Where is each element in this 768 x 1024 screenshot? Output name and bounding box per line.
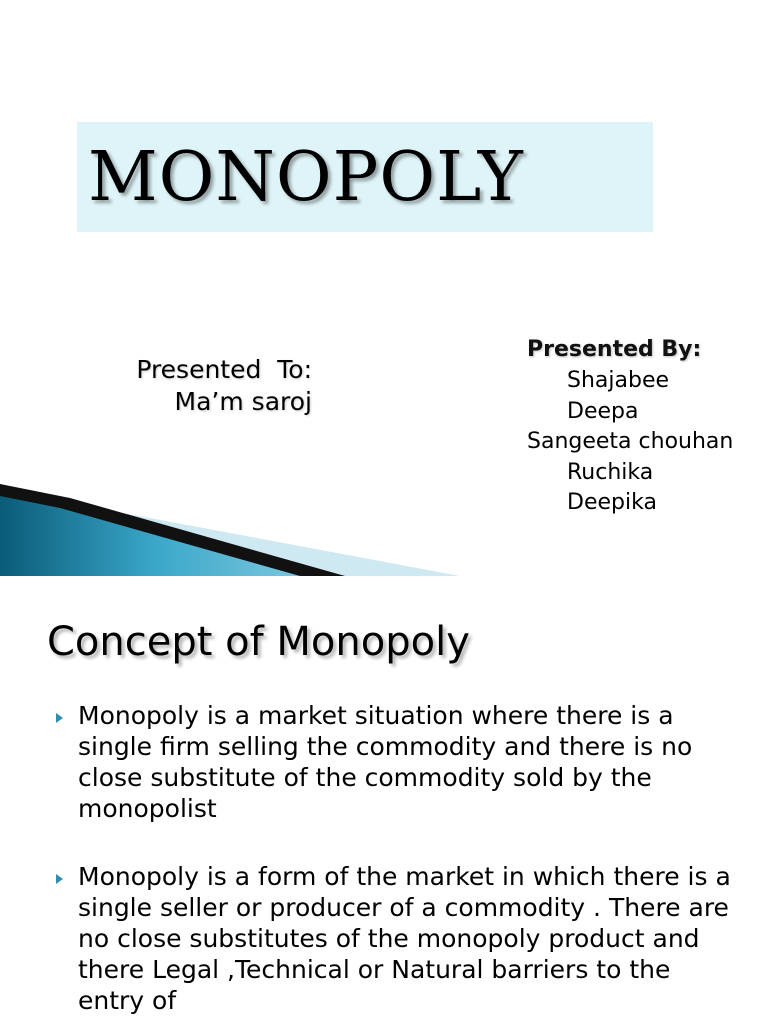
main-title: MONOPOLY [88,138,524,217]
decorative-swoosh [0,470,460,576]
presenter-name: Ruchika [567,459,654,485]
presenter-name: Deepika [567,490,657,515]
bullet-item [54,700,744,824]
presenter-name: Deepa [567,398,639,424]
presented-to-label: Presented To: [136,355,312,384]
bullet-arrow-icon [56,713,63,723]
bullet-item [54,861,744,1016]
presenters-list [527,366,763,519]
presented-by-label: Presented By: [527,337,702,362]
slide-concept [0,576,768,1024]
presenter-name: Shajabee [567,368,670,393]
bullet-text: Monopoly is a form of the market in which there is a single seller or producer of a commodity . There are no close substitutes of the monopoly product and there Legal ,Technical or Natural barriers to the entry of [78,862,731,1015]
bullet-list [54,700,744,1016]
presented-to-block [136,354,312,418]
bullet-text: Monopoly is a market situation where there is a single firm selling the commodity and there is no close substitute of the commodity sold by the monopolist [78,701,693,823]
presented-to-name: Ma’m saroj [174,387,312,416]
concept-title: Concept of Monopoly [47,619,470,665]
bullet-arrow-icon [56,874,63,884]
presenter-name: Sangeeta chouhan [527,429,734,454]
